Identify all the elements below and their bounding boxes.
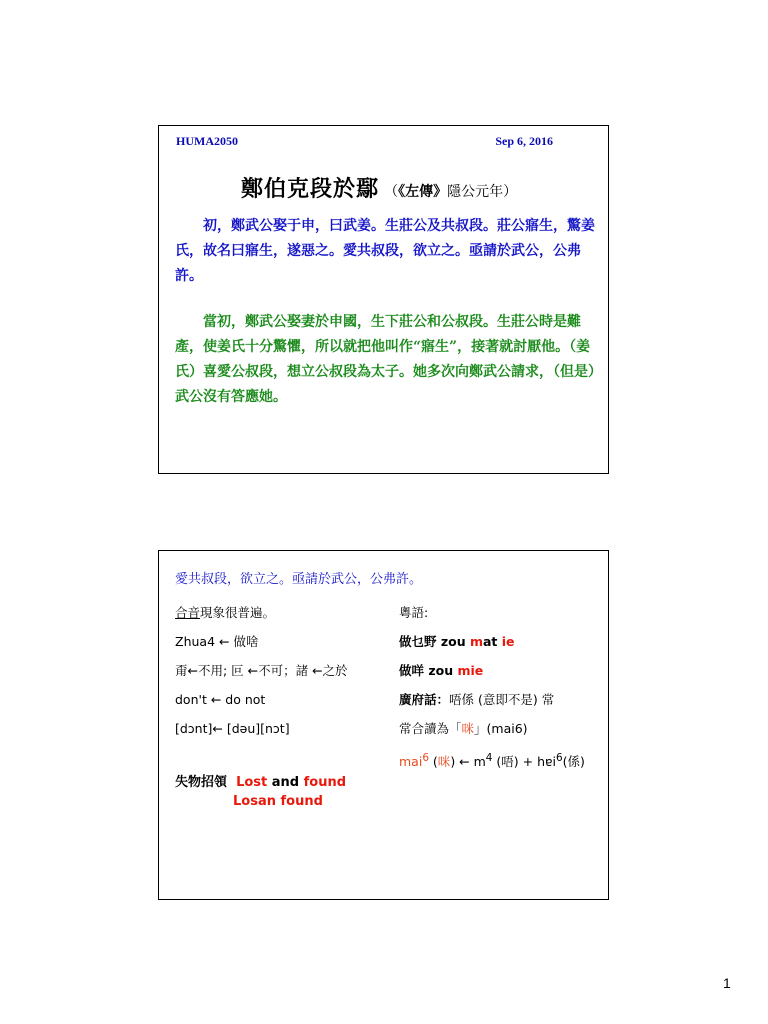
lost-and-found-example [175,773,346,811]
formula-mai-sup: 6 [422,752,429,764]
contraction-examples [175,603,397,748]
title-open: （ [384,184,399,200]
example-zou-mat-ie [399,632,604,661]
example-formula [399,748,604,777]
slide-1 [158,125,609,474]
title-chapter: 隱公元年 [447,184,504,200]
lecture-date: Sep 6, 2016 [495,134,553,148]
classical-text [175,214,595,289]
title-close: ） [503,184,518,200]
term-heyin: 合音 [175,605,201,620]
lost-line-1 [175,773,346,792]
zou-mie-a: 做咩 zou [399,663,458,678]
formula-m [450,754,492,769]
and-word: and [271,775,300,790]
formula-mai-base: mai [399,754,423,770]
formula-hei-base: (唔) + hɐi [492,754,556,770]
title-source [384,184,517,200]
formula-char: 咪 [437,754,451,770]
intro-rest: 現象很普遍。 [200,605,276,620]
formula-f: (係) [562,754,585,770]
guangfu-text: 唔係 (意即不是) 常 [449,692,555,707]
example-guangfu [399,690,604,719]
zou-mat-a: 做乜野 zou [399,634,470,649]
page-number: 1 [723,975,731,991]
formula-hei [492,754,562,769]
guangfu-label: 廣府話： [399,692,450,707]
zou-mat-m: m [469,634,483,649]
classical-text-body: 初，鄭武公娶于申，曰武姜。生莊公及共叔段。莊公寤生，驚姜氏，故名曰寤生，遂惡之。愛共叔段，欲立之。亟請於武公，公弗許。 [175,218,595,284]
zou-mie-b: mie [457,663,484,678]
cantonese-examples [399,603,604,777]
example-zhua: Zhua4 ← 做啥 [175,634,259,649]
slide-2-heading: 愛共叔段，欲立之。亟請於武公，公弗許。 [175,572,423,587]
modern-translation [175,310,595,410]
zou-mat-c: ie [501,634,515,649]
contraction-intro [175,603,397,632]
mai6-a: 常合讀為「 [399,721,462,736]
modern-translation-body: 當初，鄭武公娶妻於申國，生下莊公和公叔段。生莊公時是難產，使姜氏十分驚懼，所以就把他叫作“寤生”，接著就討厭他。（姜氏）喜愛公叔段，想立公叔段為太子。她多次向鄭武公請求，（但是）武公沒有答應她。 [175,314,595,405]
formula-m-sup: 4 [485,752,493,764]
zou-mat-b: at [483,634,502,649]
formula-hei-sup: 6 [555,752,563,764]
lost-line-2: Losan found [233,794,323,809]
title-main: 鄭伯克段於鄢 [241,176,380,202]
course-code: HUMA2050 [176,134,238,148]
example-zou-mie [399,661,604,690]
slide-2 [158,550,609,900]
cantonese-label: 粵語: [399,605,429,620]
formula-m-base: ) ← m [450,754,486,770]
formula-mai [399,754,429,769]
example-beng: 甭←不用; 叵 ←不可；諸 ←之於 [175,663,348,678]
title-book: 《左傳》 [398,184,448,200]
found-word: found [303,775,347,790]
example-ipa: [dɔnt]← [dəu][nɔt] [175,721,290,736]
slide-title [241,172,517,203]
lost-label: 失物招領 [175,775,228,790]
mai6-char: 咪 [461,721,475,736]
example-dont: don't ← do not [175,692,266,707]
formula-b: ( [428,754,438,770]
mai6-c: 」(mai6) [474,721,528,736]
example-mai6 [399,719,604,748]
lost-word: Lost [236,775,268,790]
